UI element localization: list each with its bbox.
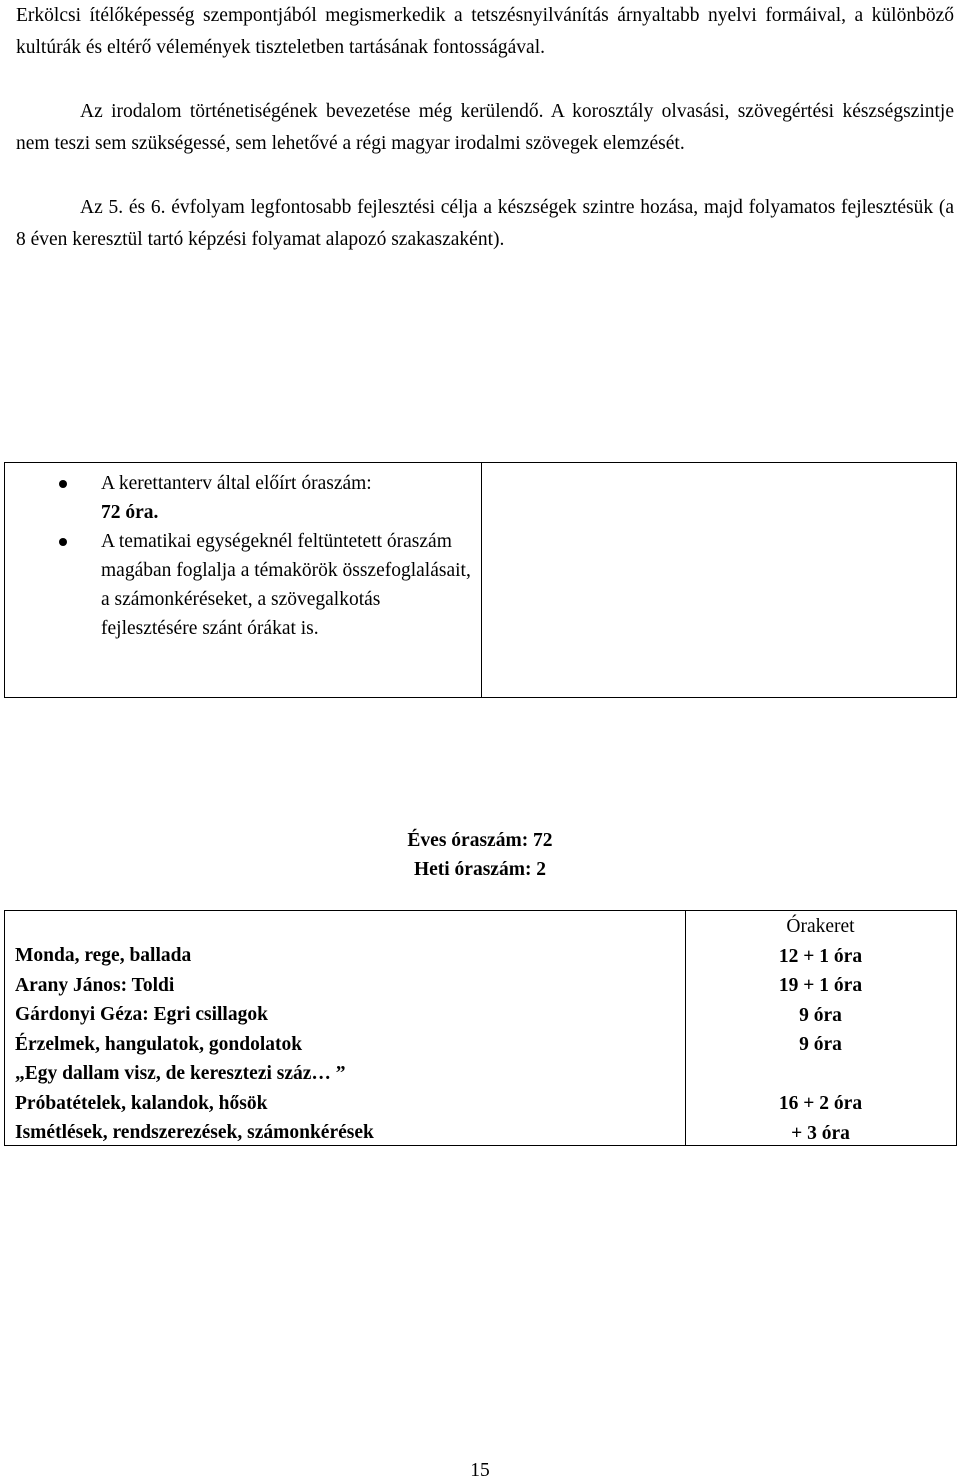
topic-schedule-table (4, 910, 957, 1146)
hours-cell (685, 1060, 956, 1090)
topic-cell: Ismétlések, rendszerezések, számonkérések (15, 1122, 374, 1143)
hours-column-header: Órakeret (786, 916, 855, 937)
included-hours-note: A tematikai egységeknél feltüntetett óraszám magában foglalja a témakörök összefoglalásait, a számonkéréseket, a szövegalkotás fejlesztésére szánt órákat is. (101, 531, 471, 639)
topic-cell: Próbatételek, kalandok, hősök (15, 1092, 268, 1114)
weekly-hours-heading: Heti óraszám: 2 (413, 859, 547, 880)
topic-cell: „Egy dallam visz, de keresztezi száz… ” (15, 1063, 346, 1084)
intro-paragraph-development-goal: Az 5. és 6. évfolyam legfontosabb fejlesztési célja a készségek szintre hozása, majd folyamatos fejlesztésük (a 8 éven keresztül tartó képzési folyamat alapozó szakaszaként). (16, 197, 954, 250)
bullet-icon (59, 538, 67, 546)
hours-info-item-required (55, 469, 475, 527)
hours-cell: 12 + 1 óra (778, 945, 863, 967)
intro-paragraph-ethics: Erkölcsi ítélőképesség szempontjából megismerkedik a tetszésnyilvánítás árnyaltabb nyelvi formáival, a különböző kultúrák és eltérő vélemények tiszteletben tartásának fontosságával. (16, 5, 954, 58)
bullet-icon (59, 480, 67, 488)
intro-paragraph-literary-history: Az irodalom történetiségének bevezetése még kerülendő. A korosztály olvasási, szövegértési készségszintje nem teszi sem szükségessé, sem lehetővé a régi magyar irodalmi szövegek elemzését. (16, 101, 954, 154)
hours-info-list (55, 469, 475, 643)
topic-column (15, 941, 675, 1148)
page-number: 15 (470, 1460, 490, 1481)
hours-info-box (4, 462, 957, 698)
hours-cell: 9 óra (799, 1034, 842, 1055)
required-hours-value: 72 óra. (101, 502, 159, 523)
hours-cell: 19 + 1 óra (778, 975, 863, 996)
hours-cell: 16 + 2 óra (778, 1093, 863, 1114)
hours-info-box-divider (481, 463, 482, 697)
topic-cell: Érzelmek, hangulatok, gondolatok (15, 1033, 303, 1055)
hours-cell: 9 óra (799, 1004, 842, 1026)
topic-cell: Monda, rege, ballada (15, 945, 192, 966)
hours-column (685, 912, 956, 1148)
required-hours-label: A kerettanterv által előírt óraszám: (101, 473, 372, 494)
topic-cell: Gárdonyi Géza: Egri csillagok (15, 1004, 268, 1025)
hours-cell: + 3 óra (791, 1122, 850, 1144)
annual-hours-heading: Éves óraszám: 72 (407, 830, 553, 851)
topic-cell: Arany János: Toldi (15, 974, 175, 996)
hours-info-item-included (55, 527, 475, 643)
